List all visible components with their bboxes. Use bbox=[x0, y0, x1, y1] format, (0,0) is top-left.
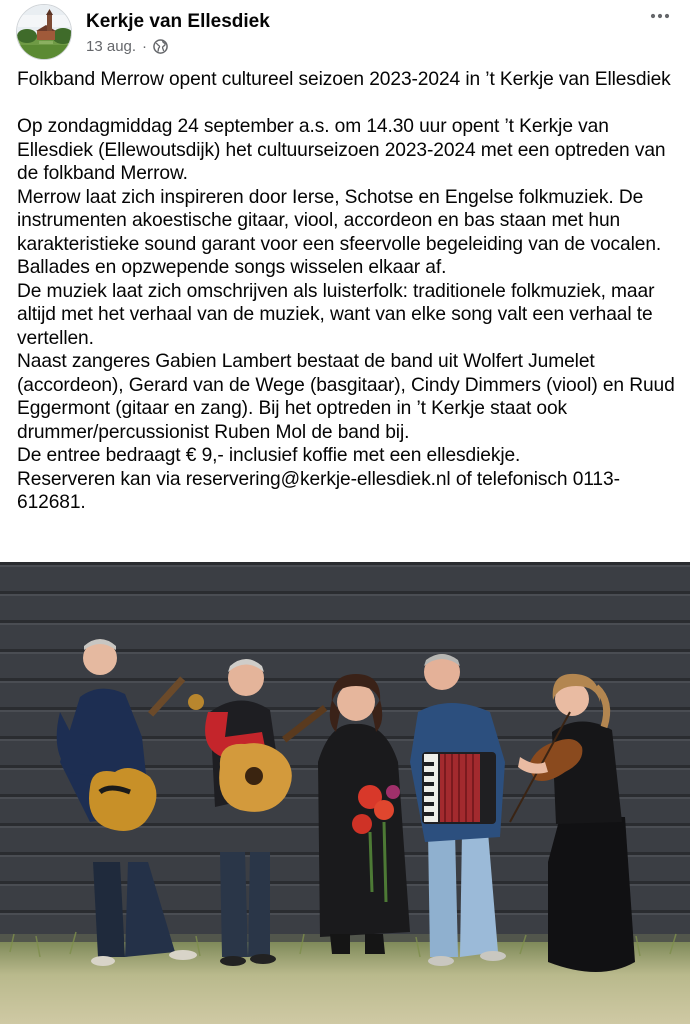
globe-icon bbox=[153, 39, 168, 54]
post-photo[interactable] bbox=[0, 562, 690, 1024]
post-meta bbox=[86, 38, 168, 55]
meta-separator: · bbox=[142, 38, 148, 55]
post-date[interactable]: 13 aug. bbox=[86, 38, 137, 55]
church-landscape-thumbnail bbox=[17, 5, 72, 60]
band-photo bbox=[0, 562, 690, 1024]
more-dots-icon bbox=[650, 13, 670, 19]
more-options-button[interactable] bbox=[646, 6, 674, 26]
post-body-text: Folkband Merrow opent cultureel seizoen 2023-2024 in ’t Kerkje van Ellesdiek Op zondagmiddag 24 september a.s. om 14.30 uur opent ’t Kerkje van Ellesdiek (Ellewoutsdijk) het cultuurseizoen 2023-2024 met een optreden van de folkband Merrow. Merrow laat zich inspireren door Ierse, Schotse en Engelse folkmuziek. De instrumenten akoestische gitaar, viool, accordeon en bas staan met hun karakteristieke sound garant voor een sfeervolle begeleiding van de vocalen. Ballades en opzwepende songs wisselen elkaar af. De muziek laat zich omschrijven als luisterfolk: traditionele folkmuziek, maar altijd met het verhaal van de muziek, want van elke song valt een verhaal te vertellen. Naast zangeres Gabien Lambert bestaat de band uit Wolfert Jumelet (accordeon), Gerard van de Wege (basgitaar), Cindy Dimmers (viool) en Ruud Eggermont (gitaar en zang). Bij het optreden in ’t Kerkje staat ook drummer/percussionist Ruben Mol de band bij. De entree bedraagt € 9,- inclusief koffie met een ellesdiekje. Reserveren kan via reservering@kerkje-ellesdiek.nl of telefonisch 0113-612681. bbox=[17, 69, 675, 513]
page-name[interactable]: Kerkje van Ellesdiek bbox=[86, 11, 270, 32]
post-header bbox=[0, 0, 690, 64]
page-avatar[interactable] bbox=[16, 4, 72, 60]
